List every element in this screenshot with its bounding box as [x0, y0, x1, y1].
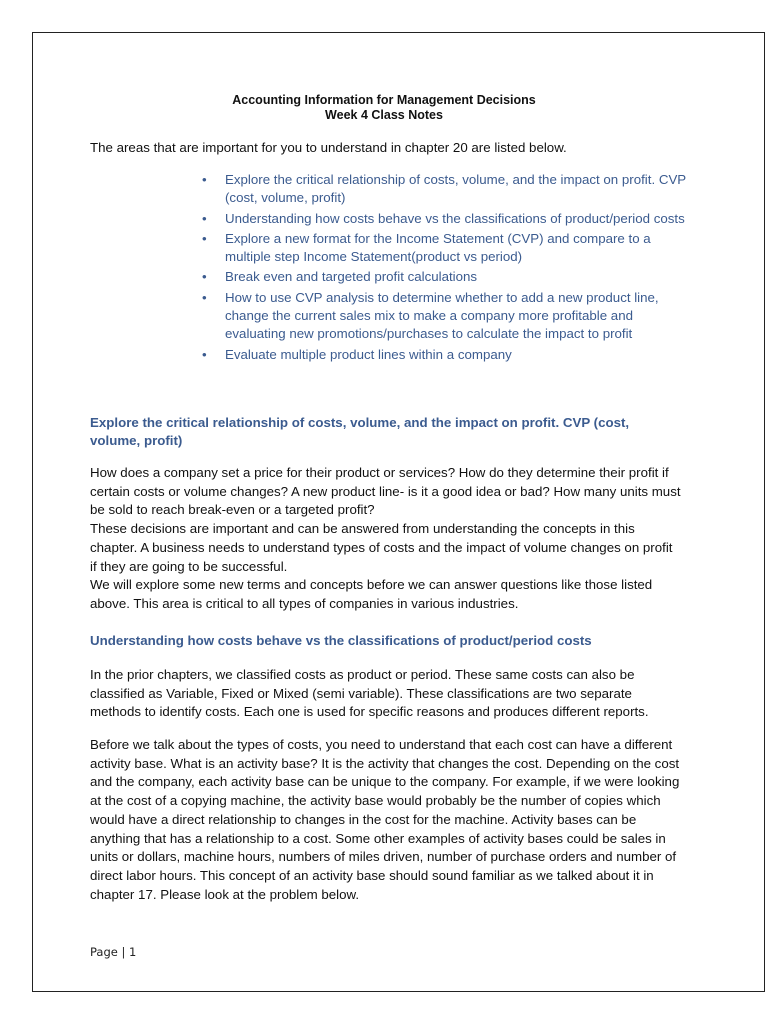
list-item: [200, 268, 690, 286]
document-header: [0, 93, 768, 123]
page-number: Page | 1: [90, 945, 137, 959]
list-item-text: How to use CVP analysis to determine whether to add a new product line, change the current sales mix to make a company more profitable and evaluating new promotions/purchases to calculate the impact to profit: [225, 289, 659, 342]
section-body-cvp: [90, 464, 682, 614]
list-item-text: Evaluate multiple product lines within a company: [225, 346, 512, 362]
bullet-icon: •: [202, 269, 207, 285]
section-heading-cvp: Explore the critical relationship of costs, volume, and the impact on profit. CVP (cost, volume, profit): [90, 415, 630, 448]
paragraph: Before we talk about the types of costs, you need to understand that each cost can have a different activity base. What is an activity base? It is the activity that changes the cost. Depending on the cost and the company, each activity base can be unique to the company. For example, if we were looking at the cost of a copying machine, the activity base would probably be the number of copies which would have a direct relationship to changes in the cost for the machine. Activity bases can be anything that has a relationship to a cost. Some other examples of activity bases could be sales in units or dollars, machine hours, numbers of miles driven, number of purchase orders and number of direct labor hours. This concept of an activity base should sound familiar as we talked about it in chapter 17. Please look at the problem below.: [90, 737, 680, 902]
paragraph: How does a company set a price for their product or services? How do they determine their profit if certain costs or volume changes? A new product line- is it a good idea or bad? How many units must be sold to reach break-even or a targeted profit?: [90, 465, 681, 518]
list-item-text: Break even and targeted profit calculations: [225, 269, 478, 285]
list-item: [200, 289, 690, 344]
paragraph: These decisions are important and can be answered from understanding the concepts in this chapter. A business needs to understand types of costs and the impact of volume changes on profit if they are going to be successful.: [90, 521, 673, 574]
intro-text: The areas that are important for you to understand in chapter 20 are listed below.: [90, 140, 567, 155]
document-subtitle: Week 4 Class Notes: [325, 108, 443, 122]
document-title: Accounting Information for Management Decisions: [232, 93, 536, 107]
bullet-icon: •: [202, 346, 207, 362]
paragraph: We will explore some new terms and concepts before we can answer questions like those listed above. This area is critical to all types of companies in various industries.: [90, 577, 653, 611]
list-item: [200, 210, 690, 228]
list-item-text: Understanding how costs behave vs the classifications of product/period costs: [225, 210, 685, 226]
bullet-icon: •: [202, 210, 207, 226]
bullet-icon: •: [202, 289, 207, 305]
list-item-text: Explore the critical relationship of costs, volume, and the impact on profit. CVP (cost, volume, profit): [225, 172, 686, 206]
bullet-icon: •: [202, 172, 207, 187]
list-item: [200, 346, 690, 364]
list-item-text: Explore a new format for the Income Statement (CVP) and compare to a multiple step Income Statement(product vs period): [225, 230, 651, 265]
list-item: [200, 171, 690, 208]
list-item: [200, 230, 690, 267]
bullet-icon: •: [202, 230, 207, 246]
section-heading-cost-behavior: Understanding how costs behave vs the classifications of product/period costs: [90, 633, 592, 648]
paragraph: In the prior chapters, we classified costs as product or period. These same costs can also be classified as Variable, Fixed or Mixed (semi variable). These classifications are two separate methods to identify costs. Each one is used for specific reasons and produces different reports.: [90, 667, 649, 720]
topic-list: [200, 171, 690, 366]
